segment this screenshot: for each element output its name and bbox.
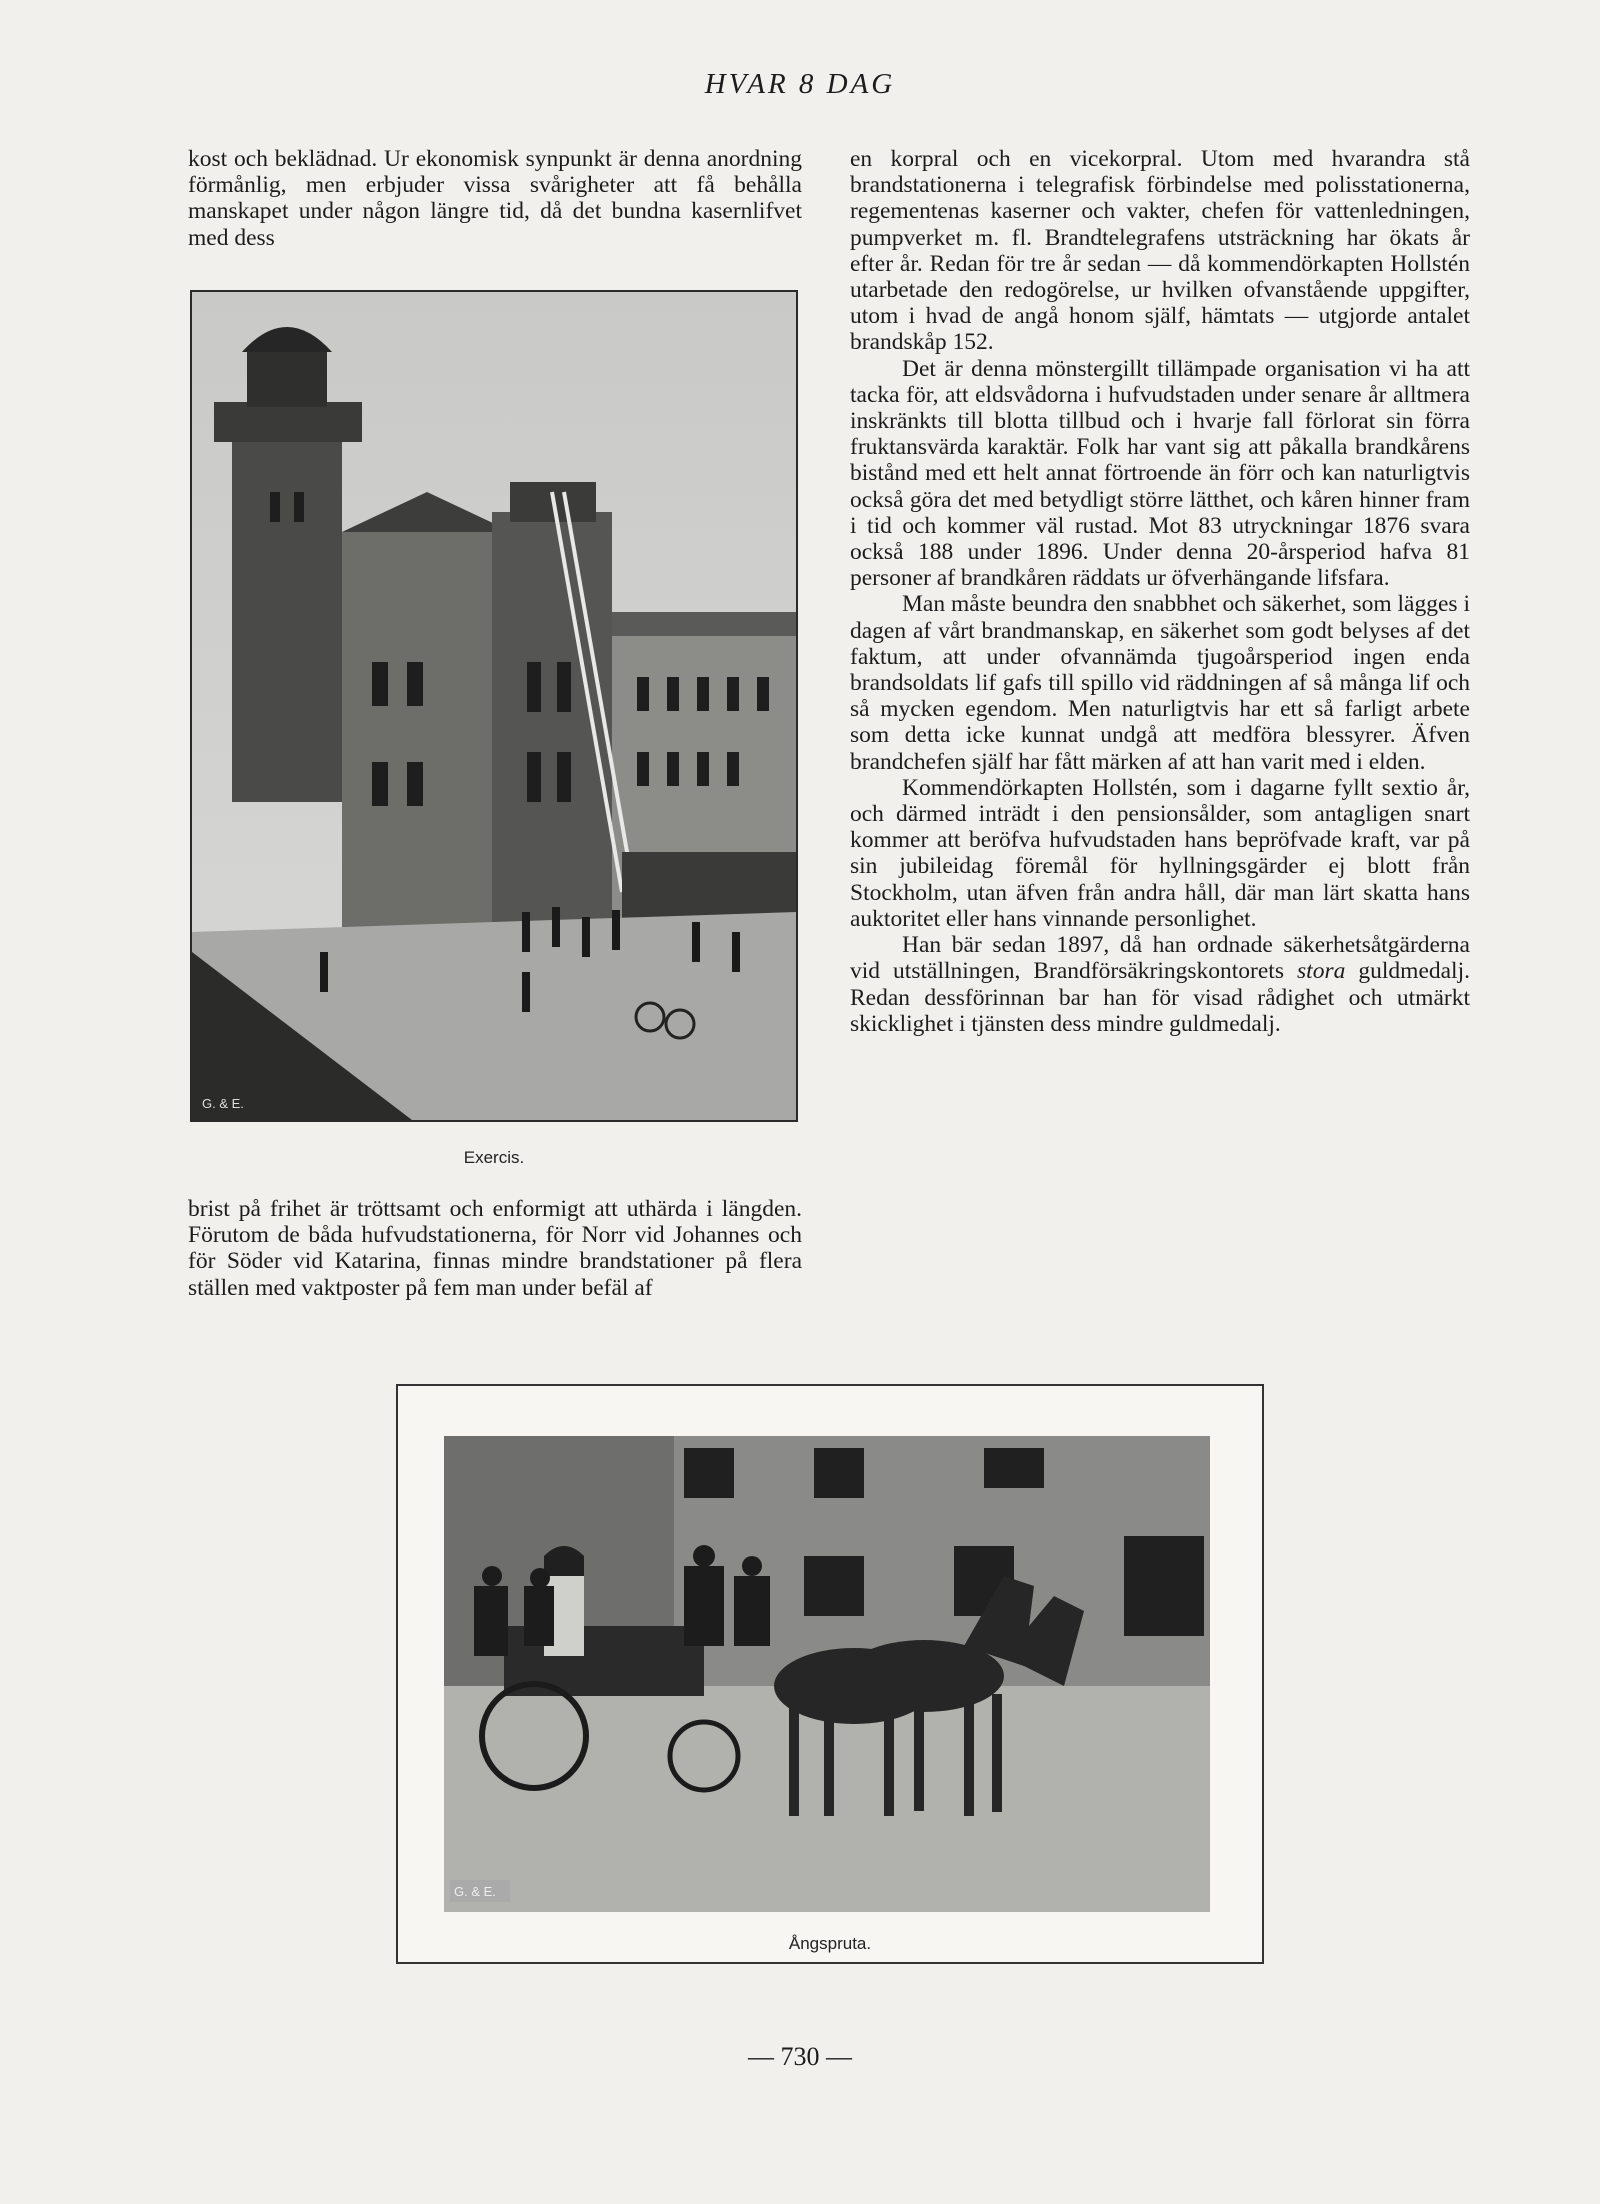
right-column-text xyxy=(850,146,1470,1342)
photo-angspruta-frame xyxy=(396,1384,1264,1964)
paragraph: Det är denna mönstergillt tillämpade organisation vi ha att tacka för, att eldsvådorna i hufvudstaden under senare år alltmera inskränkts till blotta tillbud och i hvarje fall förlorat sin förra fruktansvärda karaktär. Folk har vant sig att påkalla brandkårens bistånd med ett helt annat förtroende än förr och kan naturligtvis också göra det med betydligt större lätthet, och kåren hinner fram i tid och kommer väl rustad. Mot 83 utryckningar 1876 svara också 188 under 1896. Under denna 20-årsperiod hafva 81 personer af brandkåren räddats ur öfverhängande lifsfara. xyxy=(850,355,1470,592)
paragraph: Man måste beundra den snabbhet och säkerhet, som lägges i dagen af vårt brandmanskap, en säkerhet som godt belyses af det faktum, att under ofvannämda tjugoårsperiod ingen enda brandsoldats lif gafs till spillo vid räddningen af så många lif och så mycken egendom. Men naturligtvis har ett så farligt arbete som detta icke kunnat undgå att medföra blessyrer. Äfven brandchefen själf har fått märken af att han varit med i elden. xyxy=(850,591,1470,775)
page-number: — 730 — xyxy=(748,2042,852,2071)
paragraph xyxy=(850,932,1470,1037)
paragraph: Kommendörkapten Hollstén, som i dagarne fyllt sextio år, och därmed inträdt i den pensionsålder, som antagligen snart kommer att beröfva hufvudstaden hans bepröfvade kraft, var på sin jubileidag föremål för hyllningsgärder ej blott från Stockholm, utan äfven från andra håll, där man lärt skatta hans auktoritet eller hans vinnande personlighet. xyxy=(850,774,1470,932)
photo-exercis-frame xyxy=(188,288,800,1122)
photo-exercis xyxy=(190,290,798,1122)
paragraph: en korpral och en vicekorpral. Utom med hvarandra stå brandstationerna i telegrafisk förbindelse med polisstationerna, regementenas kaserner och vakter, chefen för vattenledningen, pumpverket m. fl. Brandtelegrafens utsträckning har ökats år efter år. Redan för tre år sedan — då kommendörkapten Hollstén utarbetade den redogörelse, ur hvilken ofvanstående uppgifter, utom i hvad de angå honom själf, hämtats — utgjorde antalet brandskåp 152. xyxy=(850,146,1470,356)
caption-exercis: Exercis. xyxy=(463,1148,525,1167)
paragraph: kost och beklädnad. Ur ekonomisk synpunkt är denna anordning förmånlig, men erbjuder vissa svårigheter att få behålla manskapet under någon längre tid, då det bundna kasernlifvet med dess xyxy=(188,146,802,251)
caption-angspruta: Ångspruta. xyxy=(788,1934,872,1953)
emphasis: stora xyxy=(1297,958,1346,985)
text-run: guldmedalj. Redan dessförinnan bar han för visad rådighet och utmärkt skicklighet i tjänsten dess mindre guldmedalj. xyxy=(850,958,1470,1037)
photo-angspruta xyxy=(444,1436,1210,1912)
photo-signature: G. & E. xyxy=(202,1096,244,1111)
left-column-top-text xyxy=(188,146,802,252)
paragraph: brist på frihet är tröttsamt och enformigt att uthärda i längden. Förutom de båda hufvudstationerna, för Norr vid Johannes och för Söder vid Katarina, finnas mindre brandstationer på flera ställen med vaktposter på fem man under befäl af xyxy=(188,1196,802,1301)
left-column-bottom-text xyxy=(188,1196,802,1336)
text-run: Han bär sedan 1897, då han ordnade säkerhetsåtgärderna vid utställningen, Brandförsäkringskontorets xyxy=(850,932,1470,985)
steam-fire-engine-illustration xyxy=(444,1436,1210,1912)
photo-signature: G. & E. xyxy=(454,1884,496,1899)
running-header: HVAR 8 DAG xyxy=(704,68,896,100)
fire-station-courtyard-illustration xyxy=(192,292,796,1120)
